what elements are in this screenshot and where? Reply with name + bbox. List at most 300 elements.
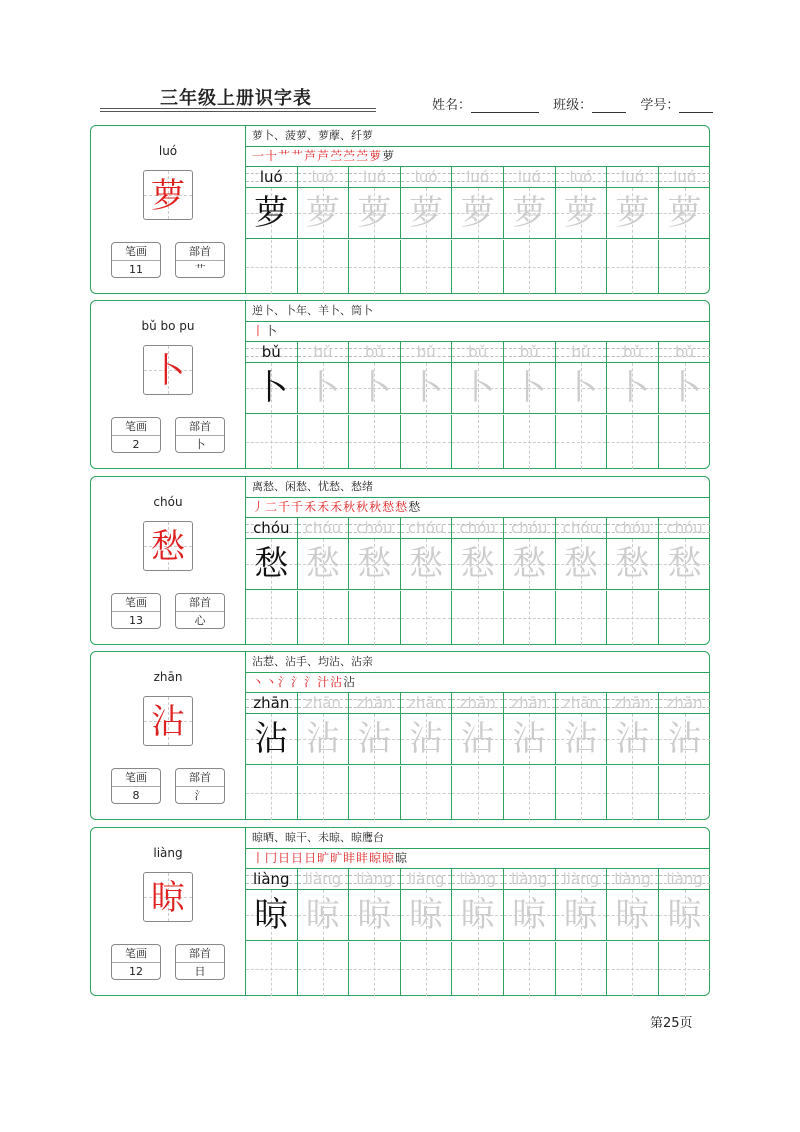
character: 萝 [151, 176, 185, 216]
stroke-count: 2 [132, 438, 140, 451]
character-trace: 卜 [305, 368, 340, 408]
pinyin-practice-cell[interactable] [401, 517, 453, 539]
pinyin-practice-cell[interactable] [556, 517, 608, 539]
blank-practice-cell[interactable] [349, 240, 401, 294]
student-number-field[interactable] [679, 98, 713, 113]
blank-practice-cell[interactable] [556, 942, 608, 996]
blank-practice-cell[interactable] [452, 240, 504, 294]
blank-practice-cell[interactable] [556, 766, 608, 820]
stroke-step: 沾 [343, 675, 357, 689]
pinyin-trace: zhān [614, 694, 651, 712]
pinyin-practice-cell[interactable] [246, 166, 298, 188]
character-trace: 愁 [667, 544, 702, 584]
character-practice-cell[interactable] [556, 890, 608, 941]
character-practice-cell[interactable] [504, 714, 556, 765]
blank-practice-cell[interactable] [401, 591, 453, 645]
character-card [90, 827, 710, 996]
character-model: 愁 [254, 544, 289, 584]
pinyin-practice-cell[interactable] [504, 166, 556, 188]
stroke-step: 萝 [369, 149, 383, 163]
stroke-step: 萝 [382, 149, 396, 163]
blank-practice-cell[interactable] [349, 766, 401, 820]
pinyin-practice-cell[interactable] [504, 868, 556, 890]
stroke-count-label: 笔画 [112, 769, 160, 787]
pinyin-trace: luó [414, 168, 438, 186]
pinyin-practice-cell[interactable] [607, 341, 659, 363]
character-model: 沾 [254, 719, 289, 759]
pinyin-trace: chóu [304, 519, 342, 537]
stroke-count-label: 笔画 [112, 418, 160, 436]
radical-label: 部首 [176, 594, 224, 612]
stroke-step: 愁 [408, 500, 422, 514]
practice-area [246, 301, 709, 468]
character: 卜 [151, 351, 185, 391]
character-trace: 晾 [357, 895, 392, 935]
stroke-count: 13 [129, 614, 143, 627]
character-practice-cell[interactable] [401, 890, 453, 941]
pinyin-practice-cell[interactable] [452, 166, 504, 188]
character-trace: 萝 [305, 193, 340, 233]
radical-label: 部首 [176, 243, 224, 261]
pinyin-trace: liàng [356, 870, 393, 888]
blank-practice-cell[interactable] [504, 591, 556, 645]
stroke-step: 晾 [395, 851, 409, 865]
pinyin-practice-cell[interactable] [298, 517, 350, 539]
pinyin-trace: chóu [666, 519, 703, 537]
pinyin-trace: zhān [511, 694, 548, 712]
character-practice-cell[interactable] [607, 363, 659, 414]
stroke-step: 芦 [317, 149, 331, 163]
blank-practice-cell[interactable] [401, 766, 453, 820]
stroke-step: 丶 [265, 675, 279, 689]
character-trace: 沾 [305, 719, 340, 759]
blank-practice-cell[interactable] [401, 240, 453, 294]
stroke-step: 艹 [291, 149, 305, 163]
pinyin-practice-cell[interactable] [504, 517, 556, 539]
blank-practice-cell[interactable] [246, 415, 298, 469]
blank-practice-cell[interactable] [349, 415, 401, 469]
character-box [143, 521, 193, 571]
character-practice-cell[interactable] [349, 714, 401, 765]
pinyin-practice-cell[interactable] [452, 692, 504, 714]
pinyin-practice-cell[interactable] [349, 692, 401, 714]
word-examples: 晾晒、晾干、未晾、晾鹰台 [246, 828, 709, 849]
pinyin-practice-cell[interactable] [607, 868, 659, 890]
character-info-panel [91, 126, 246, 293]
character-practice-cell[interactable] [298, 363, 350, 414]
character-trace: 晾 [460, 895, 495, 935]
stroke-step: 十 [265, 149, 279, 163]
stroke-step: 丿 [252, 500, 266, 514]
character-practice-cell[interactable] [659, 363, 711, 414]
pinyin-trace: liàng [459, 870, 496, 888]
character-box [143, 170, 193, 220]
class-field[interactable] [592, 98, 626, 113]
stroke-step: 晾 [382, 851, 396, 865]
pinyin-trace: zhān [356, 694, 393, 712]
pinyin-practice-cell[interactable] [607, 166, 659, 188]
blank-practice-cell[interactable] [556, 415, 608, 469]
blank-practice-cell[interactable] [298, 415, 350, 469]
stroke-step: 盽 [356, 851, 370, 865]
blank-practice-cell[interactable] [607, 766, 659, 820]
character-practice-cell[interactable] [298, 890, 350, 941]
character-practice-cell[interactable] [504, 539, 556, 590]
blank-practice-cell[interactable] [401, 942, 453, 996]
pinyin-model: zhān [253, 694, 290, 712]
character-practice-cell[interactable] [504, 188, 556, 239]
pinyin-trace: luó [673, 168, 697, 186]
blank-practice-cell[interactable] [659, 240, 711, 294]
blank-practice-cell[interactable] [452, 942, 504, 996]
pinyin-practice-cell[interactable] [298, 341, 350, 363]
pinyin-practice-cell[interactable] [556, 341, 608, 363]
pinyin-practice-cell[interactable] [556, 166, 608, 188]
character-model: 晾 [254, 895, 289, 935]
character-practice-cell[interactable] [246, 188, 298, 239]
stroke-step: 氵 [291, 675, 305, 689]
character-trace: 晾 [563, 895, 598, 935]
character-practice-cell[interactable] [556, 714, 608, 765]
student-number-label: 学号： [640, 98, 680, 113]
character-practice-cell[interactable] [556, 539, 608, 590]
character-practice-cell[interactable] [607, 714, 659, 765]
blank-practice-cell[interactable] [659, 591, 711, 645]
blank-practice-cell[interactable] [452, 415, 504, 469]
stroke-count-box [111, 242, 161, 278]
character-trace: 沾 [667, 719, 702, 759]
character-trace: 晾 [615, 895, 650, 935]
character-practice-cell[interactable] [298, 714, 350, 765]
pinyin-trace: zhān [562, 694, 599, 712]
stroke-step: 千 [291, 500, 305, 514]
character-practice-cell[interactable] [298, 188, 350, 239]
stroke-step: 芦 [304, 149, 318, 163]
stroke-step: 冂 [265, 851, 279, 865]
pinyin-practice-cell[interactable] [659, 868, 711, 890]
character-card [90, 476, 710, 645]
pinyin-practice-cell[interactable] [659, 341, 711, 363]
radical: 艹 [194, 263, 206, 276]
character-practice-cell[interactable] [607, 890, 659, 941]
pinyin-practice-cell[interactable] [556, 868, 608, 890]
radical-box [175, 417, 225, 453]
pinyin-model: luó [259, 168, 283, 186]
stroke-step: 旷 [317, 851, 331, 865]
page-title: 三年级上册识字表 [160, 88, 312, 109]
pinyin-trace: chóu [459, 519, 496, 537]
character-trace: 卜 [563, 368, 598, 408]
pinyin-practice-cell[interactable] [298, 868, 350, 890]
pinyin-practice-cell[interactable] [504, 341, 556, 363]
character-trace: 卜 [460, 368, 495, 408]
pinyin-practice-cell[interactable] [246, 341, 298, 363]
stroke-step: 愁 [395, 500, 409, 514]
character-trace: 晾 [667, 895, 702, 935]
character-practice-cell[interactable] [452, 363, 504, 414]
blank-practice-cell[interactable] [452, 766, 504, 820]
character-model: 萝 [254, 193, 289, 233]
character-practice-cell[interactable] [452, 539, 504, 590]
radical-box [175, 593, 225, 629]
blank-practice-cell[interactable] [246, 766, 298, 820]
character-practice-cell[interactable] [659, 890, 711, 941]
character-practice-cell[interactable] [401, 714, 453, 765]
stroke-step: 丨 [252, 851, 266, 865]
pinyin-trace: luó [621, 168, 644, 186]
character-pinyin: zhān [153, 670, 183, 684]
character-info-panel [91, 477, 246, 644]
pinyin-practice-cell[interactable] [246, 517, 298, 539]
pinyin-trace: chóu [562, 519, 600, 537]
radical: 氵 [194, 789, 206, 802]
stroke-step: 秋 [343, 500, 357, 514]
radical-label: 部首 [176, 418, 224, 436]
character-trace: 卜 [667, 368, 702, 408]
character-practice-cell[interactable] [452, 890, 504, 941]
character-trace: 晾 [409, 895, 444, 935]
stroke-step: 汁 [317, 675, 331, 689]
character-practice-cell[interactable] [556, 188, 608, 239]
pinyin-practice-cell[interactable] [401, 166, 453, 188]
pinyin-practice-cell[interactable] [452, 868, 504, 890]
pinyin-practice-cell[interactable] [452, 517, 504, 539]
character-pinyin: chóu [153, 495, 183, 509]
stroke-count-label: 笔画 [112, 945, 160, 963]
pinyin-trace: bǔ [519, 343, 539, 361]
stroke-order [246, 321, 709, 342]
stroke-step: 千 [278, 500, 292, 514]
pinyin-practice-cell[interactable] [401, 692, 453, 714]
character-practice-cell[interactable] [401, 188, 453, 239]
blank-practice-cell[interactable] [246, 240, 298, 294]
pinyin-model: liàng [253, 870, 290, 888]
character-trace: 萝 [460, 193, 495, 233]
radical-box [175, 242, 225, 278]
blank-practice-cell[interactable] [504, 766, 556, 820]
blank-practice-cell[interactable] [504, 415, 556, 469]
pinyin-practice-cell[interactable] [298, 166, 350, 188]
character-practice-cell[interactable] [246, 363, 298, 414]
pinyin-trace: chóu [614, 519, 651, 537]
character-trace: 萝 [563, 193, 598, 233]
stroke-count-box [111, 593, 161, 629]
character-practice-cell[interactable] [349, 188, 401, 239]
stroke-step: 晾 [369, 851, 383, 865]
pinyin-trace: luó [466, 168, 490, 186]
stroke-count: 8 [132, 789, 140, 802]
character-practice-cell[interactable] [246, 714, 298, 765]
pinyin-trace: liàng [304, 870, 342, 888]
blank-practice-cell[interactable] [504, 240, 556, 294]
blank-practice-cell[interactable] [298, 591, 350, 645]
character-trace: 沾 [409, 719, 444, 759]
blank-practice-cell[interactable] [452, 591, 504, 645]
pinyin-trace: zhān [459, 694, 496, 712]
blank-practice-cell[interactable] [556, 240, 608, 294]
pinyin-trace: bǔ [416, 343, 436, 361]
pinyin-practice-cell[interactable] [349, 868, 401, 890]
character-trace: 愁 [615, 544, 650, 584]
character-practice-cell[interactable] [556, 363, 608, 414]
stroke-step: 苎 [330, 149, 344, 163]
character-practice-cell[interactable] [607, 188, 659, 239]
character-pinyin: luó [158, 144, 178, 158]
blank-practice-cell[interactable] [504, 942, 556, 996]
pinyin-practice-cell[interactable] [659, 692, 711, 714]
character-trace: 晾 [512, 895, 547, 935]
stroke-order [246, 497, 709, 518]
writing-grid [246, 868, 709, 995]
blank-practice-cell[interactable] [246, 591, 298, 645]
pinyin-trace: zhān [666, 694, 703, 712]
blank-practice-cell[interactable] [349, 942, 401, 996]
pinyin-practice-cell[interactable] [556, 692, 608, 714]
stroke-step: 盽 [343, 851, 357, 865]
character-practice-cell[interactable] [246, 539, 298, 590]
stroke-step: 禾 [304, 500, 318, 514]
pinyin-trace: bǔ [468, 343, 488, 361]
character-practice-cell[interactable] [452, 714, 504, 765]
character: 沾 [151, 702, 185, 742]
stroke-step: 氵 [304, 675, 318, 689]
character-practice-cell[interactable] [504, 890, 556, 941]
blank-practice-cell[interactable] [659, 415, 711, 469]
pinyin-practice-cell[interactable] [504, 692, 556, 714]
title-underline [100, 108, 376, 109]
blank-practice-cell[interactable] [659, 766, 711, 820]
pinyin-practice-cell[interactable] [349, 166, 401, 188]
stroke-step: 秋 [369, 500, 383, 514]
stroke-step: 旷 [330, 851, 344, 865]
stroke-count-box [111, 944, 161, 980]
character-info-panel [91, 652, 246, 819]
pinyin-practice-cell[interactable] [246, 692, 298, 714]
character-card [90, 125, 710, 294]
character-card [90, 300, 710, 469]
pinyin-trace: liàng [666, 870, 703, 888]
pinyin-trace: bǔ [364, 343, 384, 361]
pinyin-practice-cell[interactable] [246, 868, 298, 890]
blank-practice-cell[interactable] [246, 942, 298, 996]
blank-practice-cell[interactable] [607, 591, 659, 645]
character-pinyin: bǔ bo pu [141, 319, 195, 333]
character-practice-cell[interactable] [246, 890, 298, 941]
character-practice-cell[interactable] [504, 363, 556, 414]
blank-practice-cell[interactable] [556, 591, 608, 645]
character-trace: 卜 [615, 368, 650, 408]
character-practice-cell[interactable] [659, 714, 711, 765]
pinyin-practice-cell[interactable] [607, 517, 659, 539]
blank-practice-cell[interactable] [298, 942, 350, 996]
class-label: 班级： [553, 98, 593, 113]
stroke-step: 日 [278, 851, 292, 865]
blank-practice-cell[interactable] [607, 942, 659, 996]
blank-practice-cell[interactable] [659, 942, 711, 996]
character-practice-cell[interactable] [607, 539, 659, 590]
stroke-count-box [111, 417, 161, 453]
pinyin-practice-cell[interactable] [298, 692, 350, 714]
radical-label: 部首 [176, 769, 224, 787]
character-trace: 沾 [357, 719, 392, 759]
practice-area [246, 477, 709, 644]
character-trace: 沾 [512, 719, 547, 759]
character-practice-cell[interactable] [659, 539, 711, 590]
pinyin-practice-cell[interactable] [401, 868, 453, 890]
character-trace: 沾 [460, 719, 495, 759]
character-trace: 卜 [357, 368, 392, 408]
character-box [143, 696, 193, 746]
character-practice-cell[interactable] [349, 890, 401, 941]
blank-practice-cell[interactable] [298, 766, 350, 820]
character-trace: 卜 [512, 368, 547, 408]
character-practice-cell[interactable] [298, 539, 350, 590]
radical-box [175, 944, 225, 980]
character-trace: 卜 [409, 368, 444, 408]
stroke-step: 禾 [330, 500, 344, 514]
stroke-count: 12 [129, 965, 143, 978]
radical: 卜 [194, 438, 206, 451]
writing-grid [246, 341, 709, 468]
stroke-count: 11 [129, 263, 143, 276]
blank-practice-cell[interactable] [349, 591, 401, 645]
character-practice-cell[interactable] [349, 363, 401, 414]
character: 晾 [151, 878, 185, 918]
pinyin-trace: bǔ [622, 343, 642, 361]
word-examples: 沾惹、沾手、均沾、沾亲 [246, 652, 709, 673]
pinyin-model: chóu [253, 519, 290, 537]
pinyin-practice-cell[interactable] [452, 341, 504, 363]
character-box [143, 345, 193, 395]
pinyin-practice-cell[interactable] [659, 166, 711, 188]
pinyin-practice-cell[interactable] [659, 517, 711, 539]
stroke-count-box [111, 768, 161, 804]
character-practice-cell[interactable] [452, 188, 504, 239]
pinyin-practice-cell[interactable] [401, 341, 453, 363]
pinyin-practice-cell[interactable] [349, 517, 401, 539]
blank-practice-cell[interactable] [401, 415, 453, 469]
radical-box [175, 768, 225, 804]
character-info-panel [91, 828, 246, 995]
stroke-step: 艹 [278, 149, 292, 163]
character-card [90, 651, 710, 820]
pinyin-practice-cell[interactable] [607, 692, 659, 714]
pinyin-trace: chóu [407, 519, 445, 537]
pinyin-trace: luó [363, 168, 386, 186]
character-practice-cell[interactable] [401, 363, 453, 414]
title-underline-2 [100, 111, 376, 112]
character-practice-cell[interactable] [659, 188, 711, 239]
stroke-step: 秋 [356, 500, 370, 514]
stroke-step: 苎 [343, 149, 357, 163]
pinyin-trace: liàng [562, 870, 600, 888]
pinyin-trace: bǔ [313, 343, 333, 361]
pinyin-trace: liàng [407, 870, 445, 888]
blank-practice-cell[interactable] [607, 240, 659, 294]
pinyin-trace: zhān [304, 694, 341, 712]
character-practice-cell[interactable] [401, 539, 453, 590]
stroke-count-label: 笔画 [112, 243, 160, 261]
stroke-step: 一 [252, 149, 266, 163]
pinyin-practice-cell[interactable] [349, 341, 401, 363]
character-practice-cell[interactable] [349, 539, 401, 590]
stroke-step: 苎 [356, 149, 370, 163]
stroke-count-label: 笔画 [112, 594, 160, 612]
blank-practice-cell[interactable] [298, 240, 350, 294]
blank-practice-cell[interactable] [607, 415, 659, 469]
practice-area [246, 828, 709, 995]
name-field[interactable] [471, 98, 539, 113]
